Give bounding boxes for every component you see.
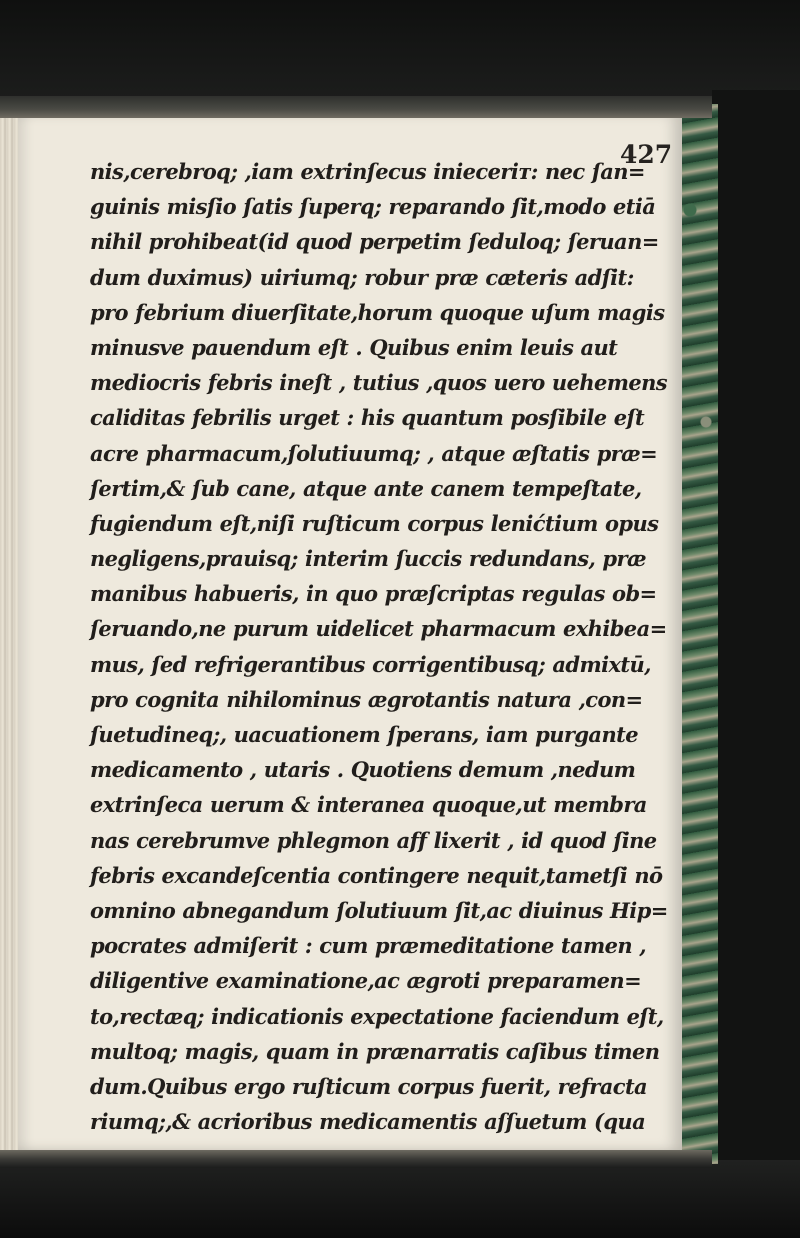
text-line: guinis misſio ſatis ſuperq; reparando ſit,modo etiā	[90, 194, 656, 220]
text-line: mediocris febris ineſt , tutius ,quos uero uehemens	[90, 370, 668, 396]
text-line: negligens,prauisq; interim ſuccis redundans, præ	[90, 546, 646, 572]
text-line: manibus habueris, in quo præſcriptas regulas ob=	[90, 581, 657, 607]
text-line: dum.Quibus ergo ruſticum corpus fuerit, refracta	[90, 1073, 648, 1099]
text-line: nihil prohibeat(id quod perpetim ſeduloq; ſeruan=	[90, 229, 659, 255]
scan-backdrop-bottom	[0, 1160, 800, 1238]
page-text-block	[90, 154, 670, 1139]
text-line: ſeruando,ne purum uidelicet pharmacum exhibea=	[90, 616, 667, 642]
text-line: diligentive examinatione,ac ægroti preparamen=	[90, 968, 642, 994]
text-line: pro cognita nihilominus ægrotantis natura ,con=	[90, 686, 643, 712]
text-line: caliditas febrilis urget : his quantum posſibile eſt	[90, 405, 645, 431]
text-line: multoq; magis, quam in prænarratis caſibus timen	[90, 1038, 660, 1064]
text-line: acre pharmacum,ſolutiuumq; , atque æſtatis præ=	[90, 440, 658, 466]
marbled-cover-edge	[676, 104, 718, 1164]
text-line: omnino abnegandum ſolutiuum ſit,ac diuinus Hip=	[90, 897, 668, 923]
text-line: fugiendum eſt,niſi ruſticum corpus lenićtium opus	[90, 510, 659, 536]
text-line: riumq;,& acrioribus medicamentis aſſuetum (qua	[90, 1109, 646, 1135]
text-line: mus, ſed refrigerantibus corrigentibusq; admixtū,	[90, 651, 651, 677]
text-line: ſertim,& ſub cane, atque ante canem tempeſtate,	[90, 475, 642, 501]
page-bottom-shadow	[0, 1150, 712, 1168]
text-line: to,rectæq; indicationis expectatione faciendum eſt,	[90, 1003, 664, 1029]
text-line: nas cerebrumve phlegmon aff lixerit , id quod ſine	[90, 827, 657, 853]
text-line: minusve pauendum eſt . Quibus enim leuis aut	[90, 334, 618, 360]
scan-backdrop-right	[712, 90, 800, 1170]
text-line: ſuetudineq;, uacuationem ſperans, iam purgante	[90, 722, 638, 747]
scan-backdrop-top	[0, 0, 800, 100]
text-line: pocrates admiſerit : cum præmeditatione tamen ,	[90, 933, 646, 959]
text-line: medicamento , utaris . Quotiens demum ,nedum	[90, 757, 636, 783]
text-line: pro febrium diuerſitate,horum quoque uſum magis	[90, 299, 665, 325]
page-top-shadow	[0, 96, 712, 118]
page-number: 427	[620, 140, 673, 169]
text-line: dum duximus) uiriumq; robur præ cæteris adſit:	[90, 264, 634, 290]
text-line: febris excandeſcentia contingere nequit,tametſi nō	[90, 862, 663, 888]
text-line: extrinſeca uerum & interanea quoque,ut membra	[90, 792, 647, 818]
text-line: nis,cerebroq; ,iam extrinſecus inieceriᴛ: nec ſan=	[90, 159, 645, 184]
